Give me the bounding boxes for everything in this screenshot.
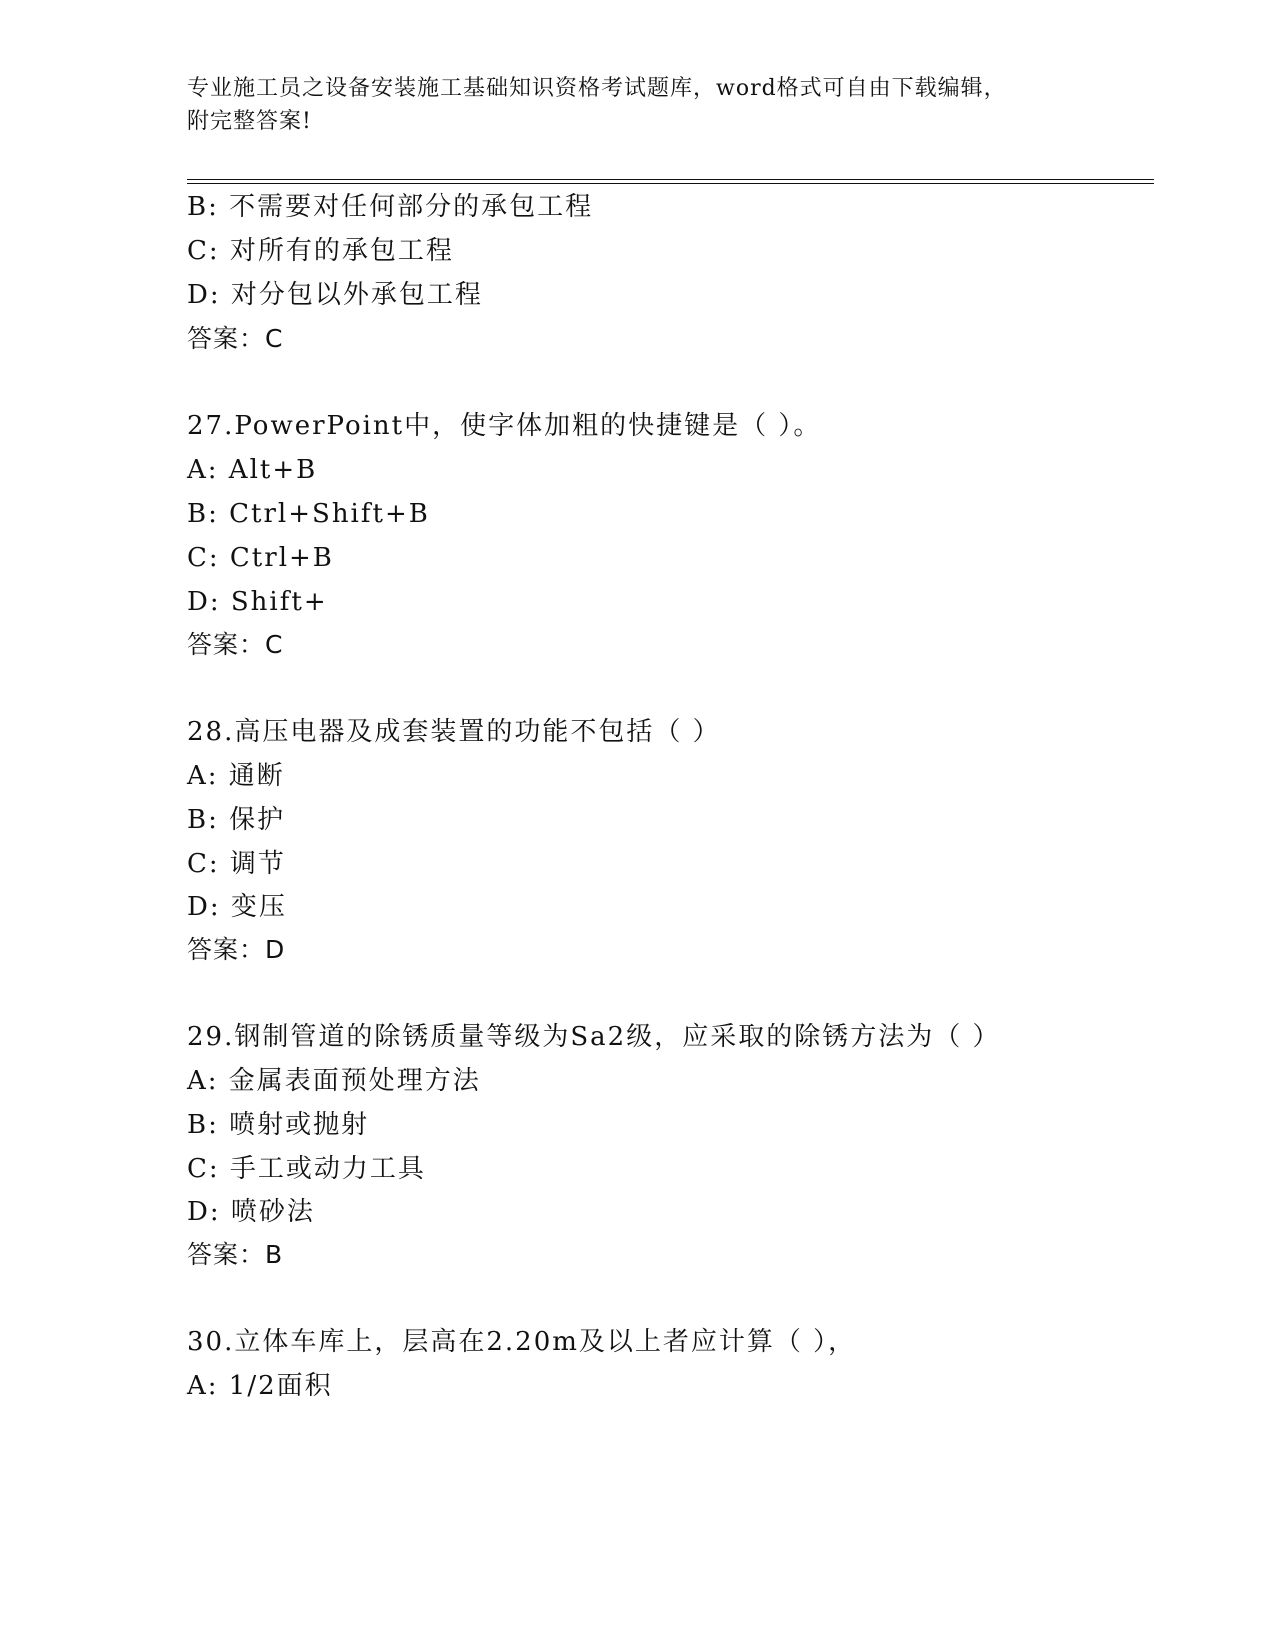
option-c: C: 对所有的承包工程 (187, 236, 454, 266)
answer: 答案：B (187, 1240, 284, 1269)
option-a: A: 金属表面预处理方法 (187, 1066, 481, 1096)
option-d: D: 变压 (187, 892, 287, 922)
header-line-2: 附完整答案! (187, 109, 312, 134)
option-b: B: 不需要对任何部分的承包工程 (187, 192, 594, 222)
question-stem: 30.立体车库上，层高在2.20m及以上者应计算（ ）， (187, 1327, 857, 1357)
header-divider-bottom (187, 183, 1154, 184)
question-stem: 27.PowerPoint中，使字体加粗的快捷键是（ ）。 (187, 411, 822, 441)
answer: 答案：D (187, 935, 286, 964)
header-line-1: 专业施工员之设备安装施工基础知识资格考试题库，word格式可自由下载编辑， (187, 76, 1007, 101)
answer: 答案：C (187, 630, 284, 659)
option-b: B: 喷射或抛射 (187, 1110, 370, 1140)
option-c: C: 调节 (187, 849, 286, 879)
question-stem: 29.钢制管道的除锈质量等级为Sa2级，应采取的除锈方法为（ ） (187, 1022, 1001, 1052)
option-c: C: Ctrl+B (187, 543, 334, 573)
option-d: D: Shift+ (187, 587, 328, 617)
option-a: A: 通断 (187, 761, 285, 791)
option-c: C: 手工或动力工具 (187, 1154, 426, 1184)
header-divider-top (187, 179, 1154, 180)
answer: 答案：C (187, 324, 284, 353)
option-b: B: 保护 (187, 805, 286, 835)
option-a: A: 1/2面积 (187, 1371, 333, 1401)
document-header (187, 72, 1067, 138)
option-b: B: Ctrl+Shift+B (187, 499, 430, 529)
option-d: D: 喷砂法 (187, 1197, 315, 1227)
option-d: D: 对分包以外承包工程 (187, 280, 483, 310)
option-a: A: Alt+B (187, 455, 318, 485)
question-stem: 28.高压电器及成套装置的功能不包括（ ） (187, 717, 721, 747)
